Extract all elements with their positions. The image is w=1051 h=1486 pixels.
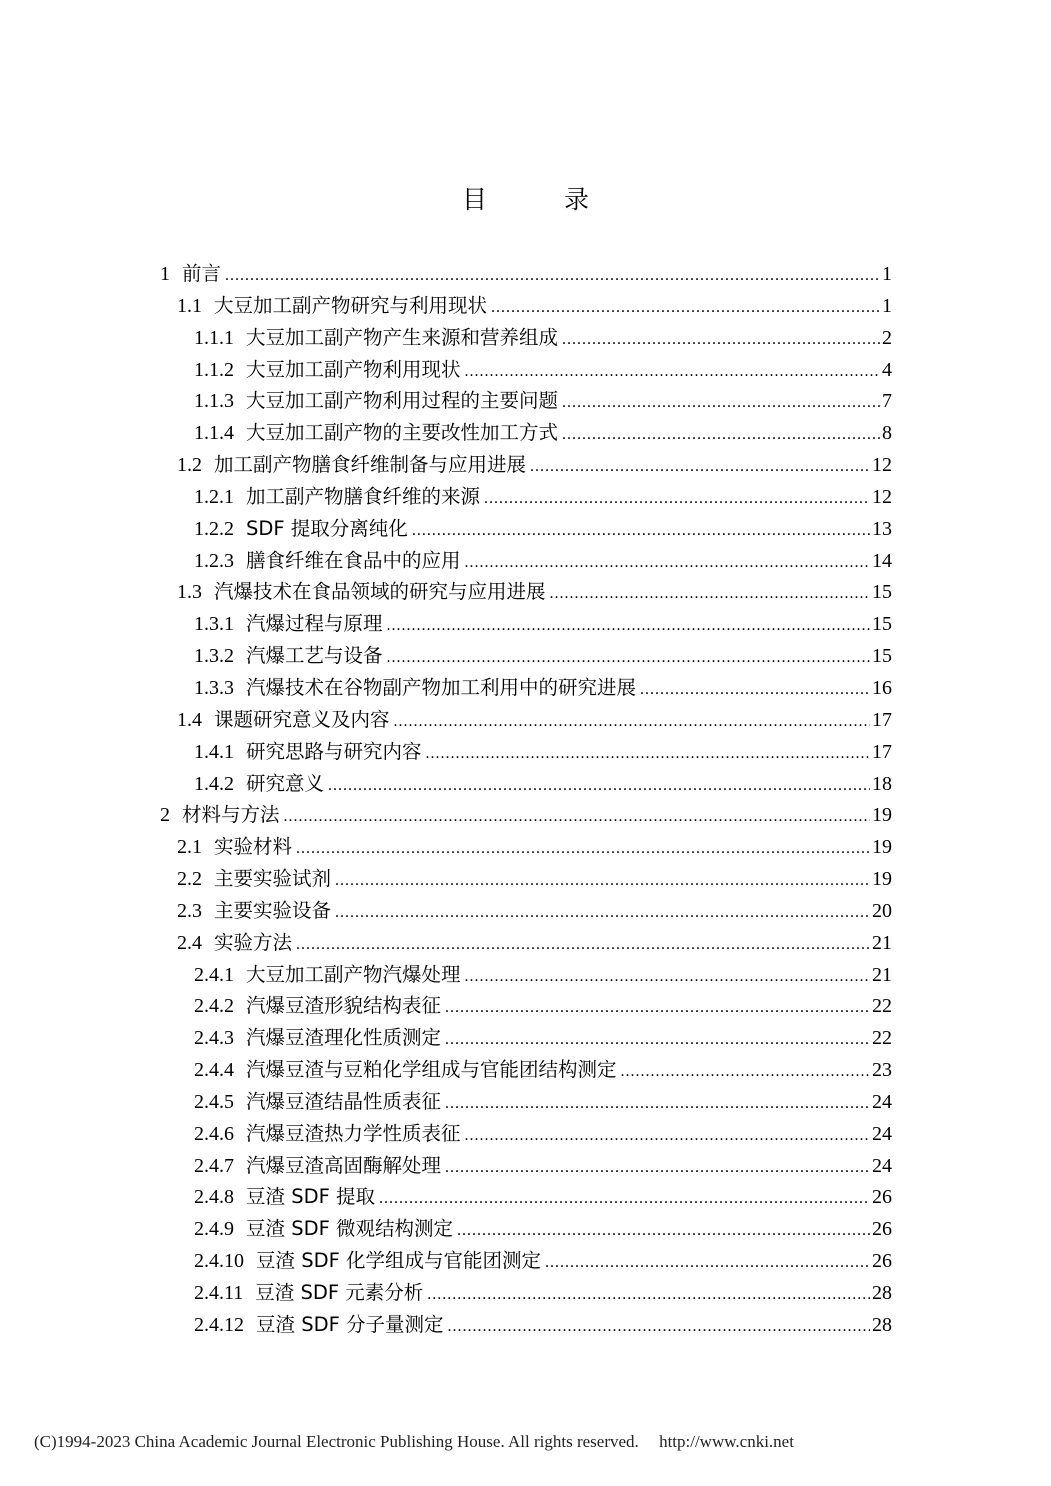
toc-entry[interactable] (160, 927, 892, 959)
toc-entry-page: 17 (872, 740, 892, 763)
toc-entry[interactable] (160, 385, 892, 417)
toc-entry-title: 汽爆工艺与设备 (246, 644, 383, 668)
toc-entry-page: 2 (882, 326, 892, 349)
toc-entry[interactable] (160, 322, 892, 354)
toc-entry-number: 1.4.1 (194, 740, 234, 763)
toc-dot-leader (457, 1215, 870, 1247)
toc-dot-leader (335, 897, 870, 929)
toc-entry-page: 15 (872, 613, 892, 636)
toc-entry-page: 22 (872, 995, 892, 1018)
toc-entry-page: 26 (872, 1250, 892, 1273)
toc-entry-title: 大豆加工副产物研究与利用现状 (214, 293, 488, 317)
toc-entry[interactable] (160, 576, 892, 608)
toc-entry[interactable] (160, 990, 892, 1022)
toc-entry[interactable] (160, 1245, 892, 1277)
toc-entry-number: 2.3 (177, 899, 202, 922)
toc-entry-page: 19 (872, 868, 892, 891)
toc-entry-title: 大豆加工副产物利用现状 (246, 357, 461, 381)
toc-entry-number: 1.3.1 (194, 613, 234, 636)
toc-entry-title: 课题研究意义及内容 (214, 707, 390, 731)
toc-dot-leader (484, 483, 870, 515)
toc-dot-leader (445, 992, 870, 1024)
table-of-contents (160, 258, 892, 1341)
toc-entry-page: 19 (872, 804, 892, 827)
toc-dot-leader (387, 610, 870, 642)
toc-dot-leader (465, 1120, 870, 1152)
toc-entry-title: 豆渣 SDF 化学组成与官能团测定 (256, 1249, 542, 1273)
toc-entry-page: 18 (872, 772, 892, 795)
toc-entry-number: 2.2 (177, 868, 202, 891)
toc-entry-number: 1.1.1 (194, 326, 234, 349)
toc-entry-number: 1 (160, 263, 170, 285)
toc-entry-title: 大豆加工副产物产生来源和营养组成 (246, 325, 559, 349)
toc-entry-number: 2.4 (177, 931, 202, 954)
toc-dot-leader (445, 1088, 870, 1120)
toc-entry[interactable] (160, 354, 892, 386)
toc-entry-page: 23 (872, 1059, 892, 1082)
toc-entry-page: 8 (882, 422, 892, 445)
toc-entry-title: 实验方法 (214, 930, 293, 954)
toc-entry-number: 2.4.6 (194, 1122, 234, 1145)
toc-entry[interactable] (160, 1118, 892, 1150)
toc-entry-number: 2.4.1 (194, 963, 234, 986)
toc-entry[interactable] (160, 1309, 892, 1341)
toc-entry-page: 17 (872, 708, 892, 731)
toc-dot-leader (448, 1311, 870, 1343)
toc-entry[interactable] (160, 608, 892, 640)
toc-dot-leader (328, 770, 870, 802)
toc-dot-leader (562, 387, 880, 419)
toc-entry-title: 汽爆豆渣高固酶解处理 (246, 1153, 442, 1177)
toc-entry-page: 19 (872, 836, 892, 859)
toc-entry-number: 1.4.2 (194, 772, 234, 795)
toc-entry-title: 豆渣 SDF 元素分析 (255, 1281, 424, 1304)
toc-entry[interactable] (160, 481, 892, 513)
toc-entry-title: 研究思路与研究内容 (246, 739, 422, 763)
toc-entry-page: 12 (872, 454, 892, 477)
toc-entry-number: 2.4.7 (194, 1154, 234, 1177)
toc-entry-number: 1.3.2 (194, 645, 234, 668)
toc-entry-number: 1.1.3 (194, 390, 234, 413)
toc-dot-leader (491, 292, 880, 324)
toc-entry-page: 13 (872, 517, 892, 540)
toc-entry-title: 加工副产物膳食纤维制备与应用进展 (214, 453, 527, 477)
toc-entry-number: 2.4.2 (194, 995, 234, 1018)
toc-entry-page: 24 (872, 1090, 892, 1113)
toc-entry-page: 12 (872, 485, 892, 508)
toc-dot-leader (445, 1152, 870, 1184)
toc-entry-page: 21 (872, 931, 892, 954)
toc-entry-title: 实验材料 (214, 835, 293, 859)
toc-dot-leader (335, 865, 870, 897)
toc-entry[interactable] (160, 290, 892, 322)
footer (34, 1432, 794, 1452)
toc-dot-leader (284, 801, 870, 833)
toc-entry-title: 膳食纤维在食品中的应用 (246, 548, 461, 572)
toc-entry-number: 2.4.9 (194, 1218, 234, 1241)
toc-entry-title: 主要实验试剂 (214, 867, 332, 891)
toc-entry-page: 15 (872, 581, 892, 604)
toc-entry[interactable] (160, 799, 892, 831)
toc-entry-title: 汽爆豆渣结晶性质表征 (246, 1089, 442, 1113)
toc-entry-title: 主要实验设备 (214, 898, 332, 922)
toc-entry[interactable] (160, 640, 892, 672)
toc-entry[interactable] (160, 704, 892, 736)
page-title: 目 录 (461, 185, 615, 214)
toc-dot-leader (427, 1279, 870, 1311)
toc-entry-number: 2 (160, 804, 170, 827)
toc-entry-page: 14 (872, 549, 892, 572)
toc-entry[interactable] (160, 1054, 892, 1086)
toc-entry[interactable] (160, 672, 892, 704)
copyright-notice: (C)1994-2023 China Academic Journal Electronic Publishing House. All rights reserved. (34, 1432, 639, 1451)
toc-entry[interactable] (160, 1086, 892, 1118)
toc-entry-number: 1.2.3 (194, 549, 234, 572)
toc-dot-leader (465, 547, 870, 579)
toc-entry-number: 2.1 (177, 836, 202, 859)
toc-entry-title: 前言 (182, 262, 222, 285)
toc-entry-number: 1.2.2 (194, 517, 234, 540)
toc-entry[interactable] (160, 895, 892, 927)
toc-entry-title: 大豆加工副产物汽爆处理 (246, 962, 461, 986)
toc-dot-leader (530, 451, 870, 483)
toc-entry-page: 26 (872, 1186, 892, 1209)
toc-entry-page: 20 (872, 899, 892, 922)
toc-entry-number: 2.4.5 (194, 1090, 234, 1113)
toc-entry-number: 1.2.1 (194, 485, 234, 508)
toc-dot-leader (640, 674, 870, 706)
toc-entry-title: 加工副产物膳食纤维的来源 (246, 484, 481, 508)
toc-entry-title: 材料与方法 (182, 803, 280, 827)
toc-entry-number: 1.4 (177, 708, 202, 731)
toc-dot-leader (445, 1024, 870, 1056)
toc-entry-number: 2.4.10 (194, 1250, 244, 1273)
toc-entry-page: 15 (872, 645, 892, 668)
toc-entry-title: 汽爆技术在食品领域的研究与应用进展 (214, 580, 546, 604)
toc-dot-leader (465, 961, 870, 993)
toc-entry[interactable] (160, 959, 892, 991)
toc-entry-title: 豆渣 SDF 提取 (246, 1185, 376, 1209)
toc-entry-number: 2.4.12 (194, 1313, 244, 1336)
toc-entry-page: 24 (872, 1154, 892, 1177)
toc-entry[interactable] (160, 258, 892, 290)
toc-entry-number: 1.1.4 (194, 422, 234, 445)
toc-entry-number: 1.3 (177, 581, 202, 604)
toc-dot-leader (545, 1247, 870, 1279)
toc-entry-title: 豆渣 SDF 微观结构测定 (246, 1217, 454, 1241)
toc-entry-page: 26 (872, 1218, 892, 1241)
toc-entry-page: 1 (882, 294, 892, 317)
toc-entry-number: 2.4.8 (194, 1186, 234, 1209)
toc-entry-title: 汽爆技术在谷物副产物加工利用中的研究进展 (246, 675, 637, 699)
toc-entry-title: 汽爆豆渣形貌结构表征 (246, 994, 442, 1018)
toc-entry[interactable] (160, 513, 892, 545)
toc-entry-title: 汽爆豆渣热力学性质表征 (246, 1121, 461, 1145)
toc-entry[interactable] (160, 1181, 892, 1213)
toc-entry-title: 研究意义 (246, 771, 325, 795)
toc-dot-leader (562, 324, 880, 356)
toc-entry-number: 2.4.3 (194, 1027, 234, 1050)
toc-entry[interactable] (160, 736, 892, 768)
toc-entry-title: 大豆加工副产物的主要改性加工方式 (246, 421, 559, 445)
toc-entry-page: 1 (882, 263, 892, 285)
toc-entry-page: 22 (872, 1027, 892, 1050)
toc-dot-leader (225, 260, 880, 292)
toc-entry-title: 汽爆豆渣理化性质测定 (246, 1026, 442, 1050)
toc-entry-page: 28 (872, 1282, 892, 1304)
toc-entry[interactable] (160, 1022, 892, 1054)
toc-entry-number: 2.4.11 (194, 1282, 244, 1304)
toc-dot-leader (296, 833, 870, 865)
toc-dot-leader (465, 356, 880, 388)
toc-entry-title: 豆渣 SDF 分子量测定 (256, 1312, 444, 1336)
toc-entry-number: 1.3.3 (194, 676, 234, 699)
toc-dot-leader (550, 578, 870, 610)
toc-dot-leader (379, 1183, 870, 1215)
toc-entry[interactable] (160, 768, 892, 800)
toc-dot-leader (412, 515, 870, 547)
toc-entry-page: 4 (882, 358, 892, 381)
toc-entry-page: 21 (872, 963, 892, 986)
toc-dot-leader (296, 929, 870, 961)
footer-url[interactable]: http://www.cnki.net (659, 1432, 794, 1451)
toc-entry[interactable] (160, 1150, 892, 1182)
toc-entry-number: 2.4.4 (194, 1059, 234, 1082)
toc-entry[interactable] (160, 831, 892, 863)
toc-dot-leader (562, 419, 880, 451)
toc-entry-title: 汽爆豆渣与豆粕化学组成与官能团结构测定 (246, 1058, 617, 1082)
toc-entry-number: 1.2 (177, 454, 202, 477)
toc-entry-title: SDF 提取分离纯化 (246, 516, 408, 540)
toc-entry-page: 16 (872, 676, 892, 699)
toc-entry-number: 1.1.2 (194, 358, 234, 381)
toc-entry-page: 7 (882, 390, 892, 413)
toc-entry[interactable] (160, 417, 892, 449)
toc-dot-leader (621, 1056, 870, 1088)
toc-entry-page: 28 (872, 1313, 892, 1336)
toc-dot-leader (387, 642, 870, 674)
toc-entry-title: 汽爆过程与原理 (246, 612, 383, 636)
toc-entry[interactable] (160, 1213, 892, 1245)
toc-entry[interactable] (160, 545, 892, 577)
toc-entry-page: 24 (872, 1122, 892, 1145)
toc-entry-title: 大豆加工副产物利用过程的主要问题 (246, 389, 559, 413)
toc-entry[interactable] (160, 863, 892, 895)
toc-dot-leader (426, 738, 870, 770)
toc-entry[interactable] (160, 449, 892, 481)
toc-entry-number: 1.1 (177, 294, 202, 317)
toc-dot-leader (394, 706, 870, 738)
toc-entry[interactable] (160, 1277, 892, 1309)
